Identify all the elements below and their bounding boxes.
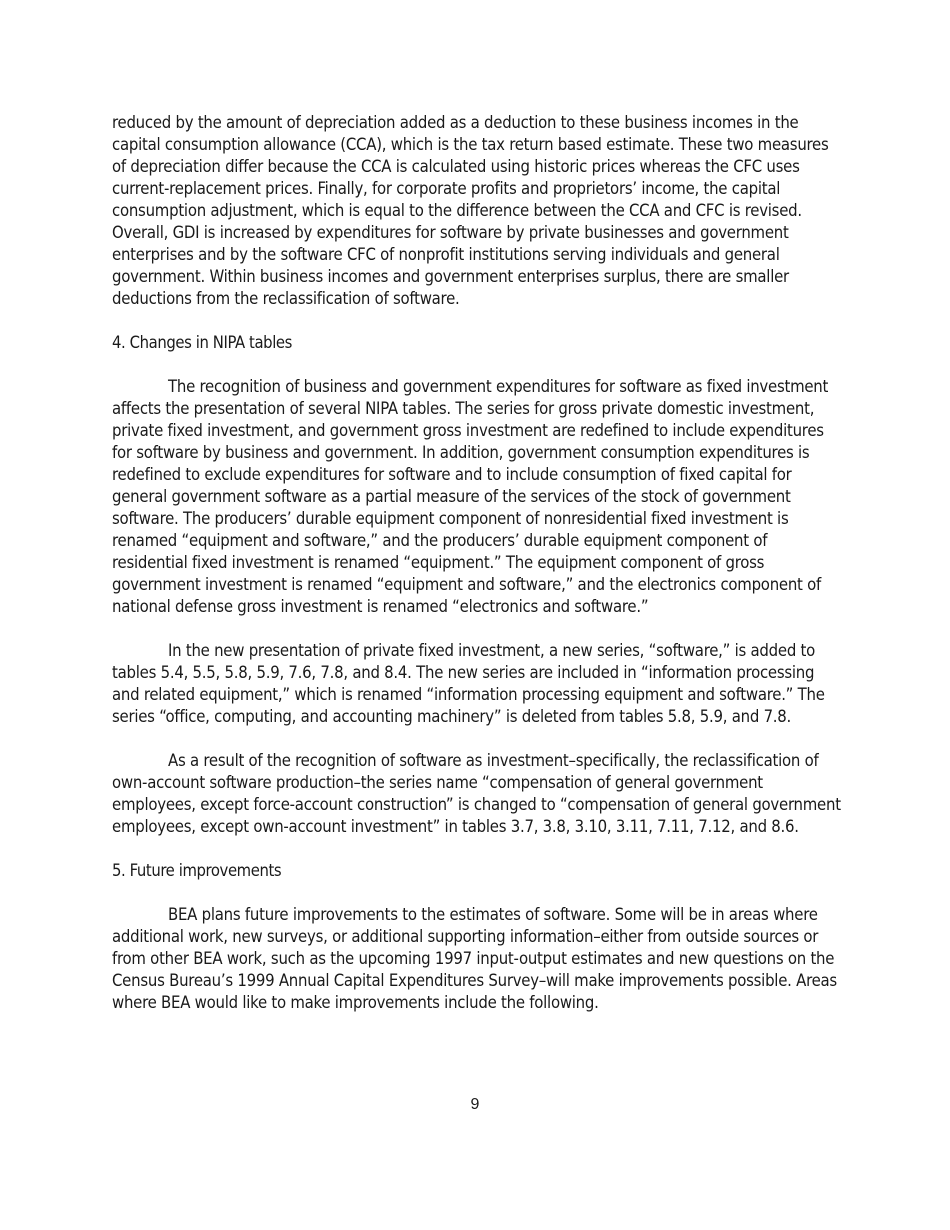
page-number: 9 bbox=[470, 1096, 480, 1113]
section-4-heading: 4. Changes in NIPA tables bbox=[112, 333, 292, 352]
section-4-paragraph-2: In the new presentation of private fixed investment, a new series, “software,” is added to tables 5.4, 5.5, 5.8, 5.9, 7.6, 7.8, and 8.4. The new series are included in “information processing and related equipment,” which is renamed “information processing equipment and software.” The series “office, computing, and accounting machinery” is deleted from tables 5.8, 5.9, and 7.8. bbox=[112, 641, 825, 726]
intro-paragraph: reduced by the amount of depreciation added as a deduction to these business incomes in the capital consumption allowance (CCA), which is the tax return based estimate. These two measures of depreciation differ because the CCA is calculated using historic prices whereas the CFC uses current-replacement prices. Finally, for corporate profits and proprietors’ income, the capital consumption adjustment, which is equal to the difference between the CCA and CFC is revised. Overall, GDI is increased by expenditures for software by private businesses and government enterprises and by the software CFC of nonprofit institutions serving individuals and general government. Within business incomes and government enterprises surplus, there are smaller deductions from the reclassification of software. bbox=[112, 113, 829, 308]
section-5-heading: 5. Future improvements bbox=[112, 861, 282, 880]
section-4-paragraph-1: The recognition of business and government expenditures for software as fixed investment affects the presentation of several NIPA tables. The series for gross private domestic investment, private fixed investment, and government gross investment are redefined to include expenditures for software by business and government. In addition, government consumption expenditures is redefined to exclude expenditures for software and to include consumption of fixed capital for general government software as a partial measure of the services of the stock of government software. The producers’ durable equipment component of nonresidential fixed investment is renamed “equipment and software,” and the producers’ durable equipment component of residential fixed investment is renamed “equipment.” The equipment component of gross government investment is renamed “equipment and software,” and the electronics component of national defense gross investment is renamed “electronics and software.” bbox=[112, 377, 829, 616]
section-5-paragraph-1: BEA plans future improvements to the estimates of software. Some will be in areas where additional work, new surveys, or additional supporting information–either from outside sources or from other BEA work, such as the upcoming 1997 input-output estimates and new questions on the Census Bureau’s 1999 Annual Capital Expenditures Survey–will make improvements possible. Areas where BEA would like to make improvements include the following. bbox=[112, 905, 837, 1012]
document-page bbox=[112, 112, 842, 1036]
section-4-paragraph-3: As a result of the recognition of software as investment–specifically, the reclassification of own-account software production–the series name “compensation of general government employees, except force-account construction” is changed to “compensation of general government employees, except own-account investment” in tables 3.7, 3.8, 3.10, 3.11, 7.11, 7.12, and 8.6. bbox=[112, 751, 841, 836]
